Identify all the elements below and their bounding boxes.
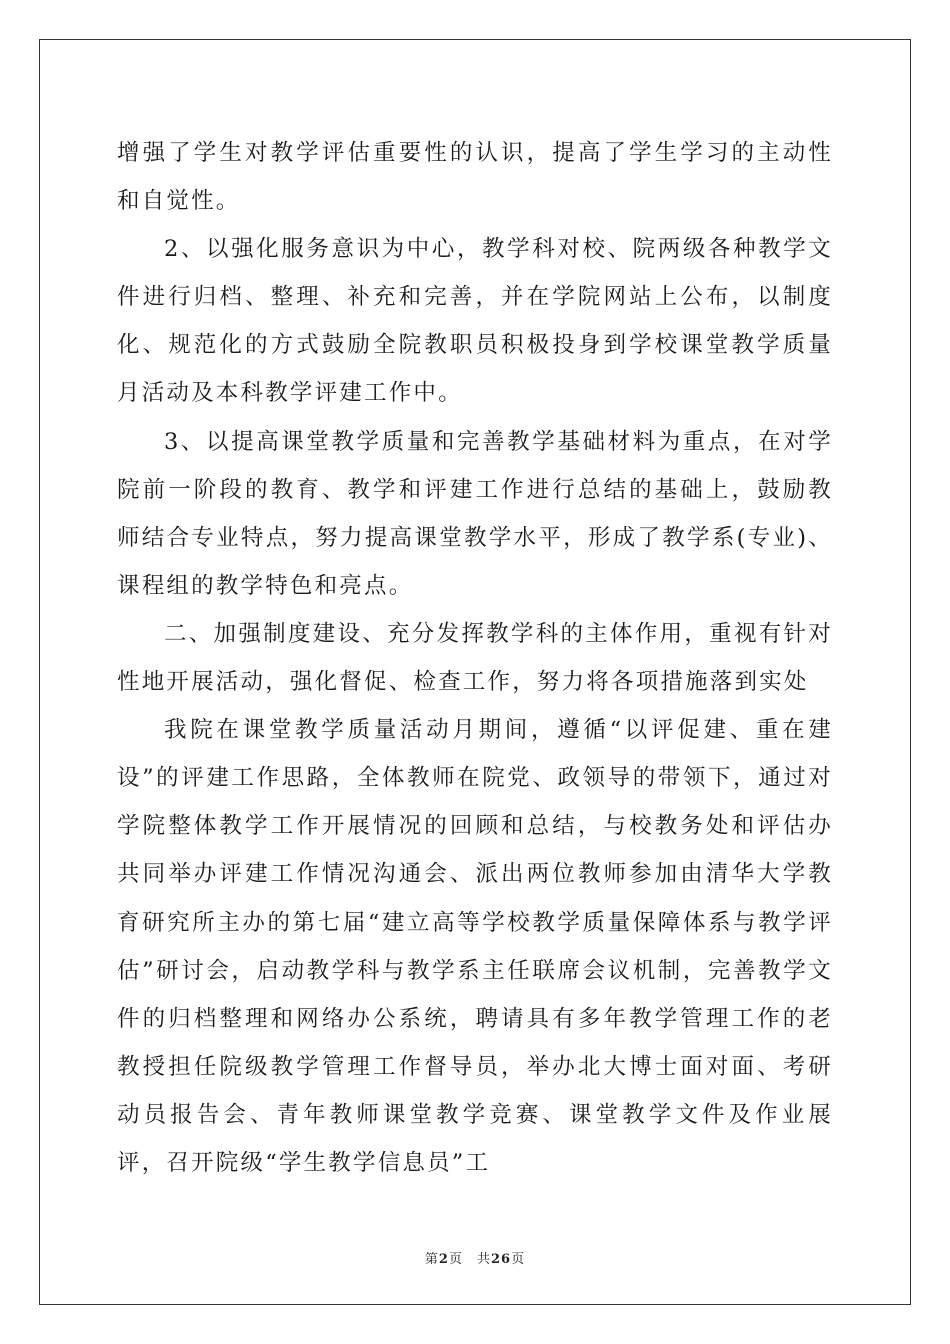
total-prefix: 共 <box>476 1252 491 1267</box>
document-body <box>117 129 833 1187</box>
paragraph-3: 3、以提高课堂教学质量和完善教学基础材料为重点，在对学院前一阶段的教育、教学和评建工作进行总结的基础上，鼓励教师结合专业特点，努力提高课堂教学水平，形成了教学系(专业)、课程组的教学特色和亮点。 <box>117 428 833 599</box>
total-suffix: 页 <box>511 1252 526 1267</box>
page-suffix: 页 <box>448 1252 463 1267</box>
page-footer <box>0 1248 950 1267</box>
page-number: 2 <box>438 1252 449 1267</box>
paragraph-2: 2、以强化服务意识为中心，教学科对校、院两级各种教学文件进行归档、整理、补充和完善，并在学院网站上公布，以制度化、规范化的方式鼓励全院教职员积极投身到学校课堂教学质量月活动及本科教学评建工作中。 <box>117 236 833 407</box>
paragraph-1: 增强了学生对教学评估重要性的认识，提高了学生学习的主动性和自觉性。 <box>117 140 833 215</box>
page-prefix: 第 <box>424 1252 439 1267</box>
total-pages: 26 <box>490 1252 512 1267</box>
section-heading: 二、加强制度建设、充分发挥教学科的主体作用，重视有针对性地开展活动，强化督促、检查工作，努力将各项措施落到实处 <box>117 620 833 696</box>
paragraph-4: 我院在课堂教学质量活动月期间，遵循“以评促建、重在建设”的评建工作思路，全体教师在院党、政领导的带领下，通过对学院整体教学工作开展情况的回顾和总结，与校教务处和评估办共同举办评建工作情况沟通会、派出两位教师参加由清华大学教育研究所主办的第七届“建立高等学校教学质量保障体系与教学评估”研讨会，启动教学科与教学系主任联席会议机制，完善教学文件的归档整理和网络办公系统，聘请具有多年教学管理工作的老教授担任院级教学管理工作督导员，举办北大博士面对面、考研动员报告会、青年教师课堂教学竞赛、课堂教学文件及作业展评，召开院级“学生教学信息员”工 <box>117 717 833 1176</box>
